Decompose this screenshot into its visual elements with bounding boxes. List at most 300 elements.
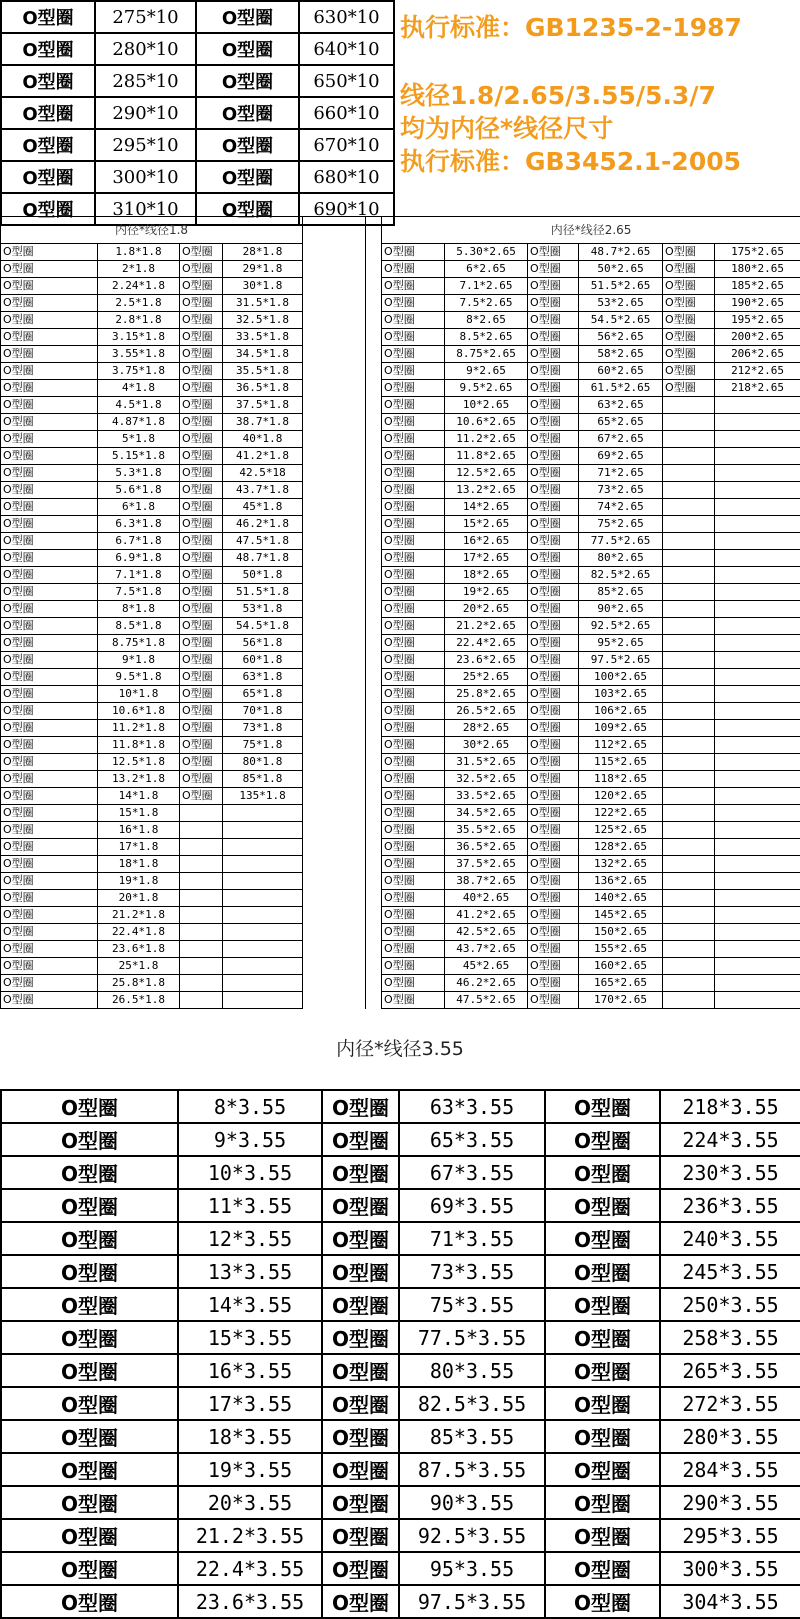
size-cell: 40*1.8 xyxy=(223,431,303,448)
empty-cell xyxy=(663,873,715,890)
type-label: O型圈 xyxy=(663,363,715,380)
standard-note-2005: 执行标准：GB3452.1-2005 xyxy=(400,146,741,178)
size-cell: 310*10 xyxy=(95,193,196,225)
type-label: O型圈 xyxy=(1,1090,178,1123)
table-row xyxy=(1,924,800,941)
empty-cell xyxy=(663,754,715,771)
size-cell: 25*2.65 xyxy=(445,669,528,686)
table-row xyxy=(1,329,800,346)
size-cell: 31.5*1.8 xyxy=(223,295,303,312)
size-cell: 15*3.55 xyxy=(178,1321,322,1354)
empty-cell xyxy=(663,720,715,737)
type-label: O型圈 xyxy=(1,346,98,363)
size-cell: 640*10 xyxy=(299,33,394,65)
mid-spacer xyxy=(303,533,366,550)
type-label: O型圈 xyxy=(528,261,579,278)
size-cell: 60*2.65 xyxy=(579,363,663,380)
mid-spacer xyxy=(366,975,382,992)
mid-spacer xyxy=(303,550,366,567)
size-cell: 155*2.65 xyxy=(579,941,663,958)
mid-spacer xyxy=(303,652,366,669)
type-label: O型圈 xyxy=(382,669,445,686)
size-cell: 11.8*1.8 xyxy=(98,737,180,754)
mid-spacer xyxy=(366,992,382,1009)
type-label: O型圈 xyxy=(382,618,445,635)
size-cell: 258*3.55 xyxy=(660,1321,800,1354)
size-cell: 50*2.65 xyxy=(579,261,663,278)
type-label: O型圈 xyxy=(1,1123,178,1156)
empty-cell xyxy=(223,975,303,992)
type-label: O型圈 xyxy=(545,1321,660,1354)
empty-cell xyxy=(663,669,715,686)
table-row xyxy=(1,1,394,33)
mid-spacer xyxy=(366,873,382,890)
type-label: O型圈 xyxy=(1,567,98,584)
type-label: O型圈 xyxy=(528,839,579,856)
size-cell: 275*10 xyxy=(95,1,196,33)
type-label: O型圈 xyxy=(528,414,579,431)
type-label: O型圈 xyxy=(1,839,98,856)
size-cell: 53*2.65 xyxy=(579,295,663,312)
size-cell: 28*1.8 xyxy=(223,244,303,261)
type-label: O型圈 xyxy=(322,1189,399,1222)
size-cell: 25.8*1.8 xyxy=(98,975,180,992)
table-row xyxy=(1,278,800,295)
empty-cell xyxy=(715,924,800,941)
empty-cell xyxy=(663,584,715,601)
size-cell: 5.3*1.8 xyxy=(98,465,180,482)
type-label: O型圈 xyxy=(382,312,445,329)
type-label: O型圈 xyxy=(528,499,579,516)
type-label: O型圈 xyxy=(1,1,95,33)
type-label: O型圈 xyxy=(528,856,579,873)
type-label: O型圈 xyxy=(1,856,98,873)
size-cell: 14*3.55 xyxy=(178,1288,322,1321)
wire-diameter-note: 线径1.8/2.65/3.55/5.3/7 xyxy=(400,80,716,112)
empty-cell xyxy=(715,788,800,805)
empty-cell xyxy=(715,652,800,669)
type-label: O型圈 xyxy=(545,1453,660,1486)
empty-cell xyxy=(715,941,800,958)
size-cell: 150*2.65 xyxy=(579,924,663,941)
type-label: O型圈 xyxy=(180,703,223,720)
type-label: O型圈 xyxy=(1,363,98,380)
mid-spacer xyxy=(366,703,382,720)
type-label: O型圈 xyxy=(1,129,95,161)
table-row xyxy=(1,992,800,1009)
empty-cell xyxy=(663,601,715,618)
mid-spacer xyxy=(303,618,366,635)
size-cell: 92.5*3.55 xyxy=(399,1519,545,1552)
type-label: O型圈 xyxy=(528,754,579,771)
type-label: O型圈 xyxy=(382,431,445,448)
type-label: O型圈 xyxy=(528,516,579,533)
empty-cell xyxy=(663,567,715,584)
table-row xyxy=(1,720,800,737)
empty-cell xyxy=(663,907,715,924)
type-label: O型圈 xyxy=(663,346,715,363)
size-cell: 3.55*1.8 xyxy=(98,346,180,363)
empty-cell xyxy=(180,924,223,941)
type-label: O型圈 xyxy=(1,873,98,890)
empty-cell xyxy=(663,992,715,1009)
size-cell: 34.5*1.8 xyxy=(223,346,303,363)
size-cell: 14*2.65 xyxy=(445,499,528,516)
size-cell: 26.5*1.8 xyxy=(98,992,180,1009)
type-label: O型圈 xyxy=(528,686,579,703)
type-label: O型圈 xyxy=(382,839,445,856)
mid-spacer xyxy=(303,805,366,822)
table-row xyxy=(1,1354,800,1387)
mid-spacer xyxy=(303,244,366,261)
mid-spacer xyxy=(303,261,366,278)
mid-spacer xyxy=(366,856,382,873)
table-row xyxy=(1,1189,800,1222)
empty-cell xyxy=(663,941,715,958)
size-cell: 9.5*2.65 xyxy=(445,380,528,397)
type-label: O型圈 xyxy=(382,992,445,1009)
type-label: O型圈 xyxy=(1,958,98,975)
mid-spacer xyxy=(303,754,366,771)
empty-cell xyxy=(223,992,303,1009)
size-cell: 95*2.65 xyxy=(579,635,663,652)
size-cell: 30*2.65 xyxy=(445,737,528,754)
size-cell: 9*2.65 xyxy=(445,363,528,380)
type-label: O型圈 xyxy=(382,414,445,431)
size-cell: 284*3.55 xyxy=(660,1453,800,1486)
size-cell: 97.5*2.65 xyxy=(579,652,663,669)
type-label: O型圈 xyxy=(382,499,445,516)
type-label: O型圈 xyxy=(528,635,579,652)
empty-cell xyxy=(715,533,800,550)
empty-cell xyxy=(663,771,715,788)
empty-cell xyxy=(715,550,800,567)
size-cell: 82.5*3.55 xyxy=(399,1387,545,1420)
table-row xyxy=(1,975,800,992)
empty-cell xyxy=(715,567,800,584)
size-cell: 42.5*2.65 xyxy=(445,924,528,941)
size-cell: 80*3.55 xyxy=(399,1354,545,1387)
type-label: O型圈 xyxy=(382,550,445,567)
size-cell: 85*1.8 xyxy=(223,771,303,788)
empty-cell xyxy=(663,397,715,414)
type-label: O型圈 xyxy=(545,1288,660,1321)
size-cell: 165*2.65 xyxy=(579,975,663,992)
table-row xyxy=(1,161,394,193)
empty-cell xyxy=(663,924,715,941)
size-cell: 13*3.55 xyxy=(178,1255,322,1288)
size-cell: 170*2.65 xyxy=(579,992,663,1009)
type-label: O型圈 xyxy=(180,414,223,431)
type-label: O型圈 xyxy=(528,822,579,839)
type-label: O型圈 xyxy=(180,431,223,448)
table-row xyxy=(1,1486,800,1519)
type-label: O型圈 xyxy=(382,703,445,720)
size-cell: 19*1.8 xyxy=(98,873,180,890)
type-label: O型圈 xyxy=(528,652,579,669)
table-row xyxy=(1,584,800,601)
size-cell: 13.2*2.65 xyxy=(445,482,528,499)
size-cell: 46.2*2.65 xyxy=(445,975,528,992)
size-cell: 30*1.8 xyxy=(223,278,303,295)
size-cell: 61.5*2.65 xyxy=(579,380,663,397)
table-row xyxy=(1,1123,800,1156)
mid-spacer xyxy=(303,465,366,482)
mid-spacer xyxy=(366,907,382,924)
type-label: O型圈 xyxy=(545,1354,660,1387)
empty-cell xyxy=(715,482,800,499)
type-label: O型圈 xyxy=(528,788,579,805)
type-label: O型圈 xyxy=(196,161,299,193)
table-row xyxy=(1,533,800,550)
size-cell: 295*3.55 xyxy=(660,1519,800,1552)
type-label: O型圈 xyxy=(382,380,445,397)
size-cell: 77.5*2.65 xyxy=(579,533,663,550)
mid-spacer xyxy=(366,278,382,295)
size-cell: 36.5*2.65 xyxy=(445,839,528,856)
empty-cell xyxy=(715,822,800,839)
mid-spacer xyxy=(366,414,382,431)
size-cell: 9*1.8 xyxy=(98,652,180,669)
empty-cell xyxy=(223,873,303,890)
table-row xyxy=(1,822,800,839)
size-cell: 45*1.8 xyxy=(223,499,303,516)
type-label: O型圈 xyxy=(528,567,579,584)
size-cell: 13.2*1.8 xyxy=(98,771,180,788)
type-label: O型圈 xyxy=(322,1354,399,1387)
type-label: O型圈 xyxy=(1,499,98,516)
empty-cell xyxy=(223,924,303,941)
size-cell: 45*2.65 xyxy=(445,958,528,975)
mid-spacer xyxy=(303,737,366,754)
type-label: O型圈 xyxy=(196,129,299,161)
type-label: O型圈 xyxy=(1,193,95,225)
type-label: O型圈 xyxy=(545,1552,660,1585)
size-cell: 74*2.65 xyxy=(579,499,663,516)
empty-cell xyxy=(663,635,715,652)
mid-spacer xyxy=(366,312,382,329)
type-label: O型圈 xyxy=(1,533,98,550)
empty-cell xyxy=(663,822,715,839)
type-label: O型圈 xyxy=(528,244,579,261)
empty-cell xyxy=(715,958,800,975)
type-label: O型圈 xyxy=(528,465,579,482)
table-row xyxy=(1,686,800,703)
size-cell: 11.2*2.65 xyxy=(445,431,528,448)
table-row xyxy=(1,431,800,448)
size-cell: 236*3.55 xyxy=(660,1189,800,1222)
mid-spacer xyxy=(366,669,382,686)
empty-cell xyxy=(663,618,715,635)
mid-spacer xyxy=(303,312,366,329)
type-label: O型圈 xyxy=(180,261,223,278)
table-row xyxy=(1,1222,800,1255)
mid-spacer xyxy=(303,567,366,584)
size-cell: 43.7*1.8 xyxy=(223,482,303,499)
type-label: O型圈 xyxy=(180,312,223,329)
empty-cell xyxy=(715,873,800,890)
size-cell: 250*3.55 xyxy=(660,1288,800,1321)
size-cell: 38.7*2.65 xyxy=(445,873,528,890)
size-cell: 224*3.55 xyxy=(660,1123,800,1156)
size-cell: 10*2.65 xyxy=(445,397,528,414)
mid-spacer xyxy=(303,431,366,448)
type-label: O型圈 xyxy=(1,1288,178,1321)
mid-spacer xyxy=(303,856,366,873)
table-row xyxy=(1,346,800,363)
table-row xyxy=(1,295,800,312)
empty-cell xyxy=(715,839,800,856)
size-cell: 120*2.65 xyxy=(579,788,663,805)
empty-cell xyxy=(663,652,715,669)
type-label: O型圈 xyxy=(196,65,299,97)
mid-spacer xyxy=(303,975,366,992)
type-label: O型圈 xyxy=(382,346,445,363)
type-label: O型圈 xyxy=(322,1090,399,1123)
size-table-3-55 xyxy=(0,1089,800,1619)
type-label: O型圈 xyxy=(382,822,445,839)
empty-cell xyxy=(715,992,800,1009)
table-row xyxy=(1,618,800,635)
size-cell: 4.87*1.8 xyxy=(98,414,180,431)
type-label: O型圈 xyxy=(382,686,445,703)
section-title-1-8: 内径*线径1.8 xyxy=(1,217,303,244)
size-cell: 37.5*1.8 xyxy=(223,397,303,414)
empty-cell xyxy=(180,890,223,907)
empty-cell xyxy=(663,805,715,822)
type-label: O型圈 xyxy=(180,754,223,771)
type-label: O型圈 xyxy=(382,856,445,873)
empty-cell xyxy=(715,907,800,924)
size-cell: 18*2.65 xyxy=(445,567,528,584)
size-cell: 180*2.65 xyxy=(715,261,800,278)
size-cell: 26.5*2.65 xyxy=(445,703,528,720)
size-cell: 15*2.65 xyxy=(445,516,528,533)
type-label: O型圈 xyxy=(545,1387,660,1420)
size-cell: 18*1.8 xyxy=(98,856,180,873)
size-cell: 7.5*1.8 xyxy=(98,584,180,601)
type-label: O型圈 xyxy=(1,1486,178,1519)
size-format-note: 均为内径*线径尺寸 xyxy=(400,113,613,145)
empty-cell xyxy=(663,516,715,533)
type-label: O型圈 xyxy=(528,992,579,1009)
type-label: O型圈 xyxy=(382,261,445,278)
mid-spacer xyxy=(366,737,382,754)
size-cell: 63*2.65 xyxy=(579,397,663,414)
table-row xyxy=(1,958,800,975)
size-cell: 17*3.55 xyxy=(178,1387,322,1420)
size-cell: 80*2.65 xyxy=(579,550,663,567)
table-row xyxy=(1,1255,800,1288)
type-label: O型圈 xyxy=(382,584,445,601)
type-label: O型圈 xyxy=(382,975,445,992)
mid-spacer xyxy=(303,217,366,244)
table-row xyxy=(1,1552,800,1585)
type-label: O型圈 xyxy=(1,669,98,686)
type-label: O型圈 xyxy=(180,295,223,312)
size-cell: 11.8*2.65 xyxy=(445,448,528,465)
table-row xyxy=(1,1387,800,1420)
size-cell: 25*1.8 xyxy=(98,958,180,975)
type-label: O型圈 xyxy=(180,686,223,703)
table-row xyxy=(1,1321,800,1354)
size-cell: 8*3.55 xyxy=(178,1090,322,1123)
size-cell: 2.8*1.8 xyxy=(98,312,180,329)
empty-cell xyxy=(663,533,715,550)
size-cell: 90*3.55 xyxy=(399,1486,545,1519)
size-cell: 2.24*1.8 xyxy=(98,278,180,295)
type-label: O型圈 xyxy=(180,363,223,380)
type-label: O型圈 xyxy=(196,33,299,65)
type-label: O型圈 xyxy=(382,924,445,941)
size-cell: 15*1.8 xyxy=(98,805,180,822)
section-title-2-65: 内径*线径2.65 xyxy=(382,217,800,244)
type-label: O型圈 xyxy=(382,788,445,805)
type-label: O型圈 xyxy=(382,805,445,822)
mid-spacer xyxy=(303,669,366,686)
size-cell: 58*2.65 xyxy=(579,346,663,363)
type-label: O型圈 xyxy=(1,97,95,129)
type-label: O型圈 xyxy=(382,516,445,533)
empty-cell xyxy=(663,482,715,499)
size-cell: 75*1.8 xyxy=(223,737,303,754)
type-label: O型圈 xyxy=(545,1123,660,1156)
size-cell: 304*3.55 xyxy=(660,1585,800,1618)
type-label: O型圈 xyxy=(180,652,223,669)
type-label: O型圈 xyxy=(528,924,579,941)
size-cell: 12*3.55 xyxy=(178,1222,322,1255)
mid-spacer xyxy=(366,567,382,584)
type-label: O型圈 xyxy=(1,737,98,754)
mid-spacer xyxy=(303,601,366,618)
size-cell: 19*2.65 xyxy=(445,584,528,601)
mid-spacer xyxy=(366,839,382,856)
size-cell: 85*2.65 xyxy=(579,584,663,601)
mid-spacer xyxy=(303,329,366,346)
type-label: O型圈 xyxy=(663,380,715,397)
size-cell: 37.5*2.65 xyxy=(445,856,528,873)
size-cell: 71*3.55 xyxy=(399,1222,545,1255)
type-label: O型圈 xyxy=(196,97,299,129)
mid-spacer xyxy=(366,465,382,482)
type-label: O型圈 xyxy=(180,448,223,465)
size-cell: 56*2.65 xyxy=(579,329,663,346)
mid-spacer xyxy=(303,635,366,652)
type-label: O型圈 xyxy=(1,788,98,805)
size-cell: 285*10 xyxy=(95,65,196,97)
mid-spacer xyxy=(303,941,366,958)
size-cell: 65*2.65 xyxy=(579,414,663,431)
type-label: O型圈 xyxy=(1,380,98,397)
type-label: O型圈 xyxy=(1,975,98,992)
size-cell: 2.5*1.8 xyxy=(98,295,180,312)
type-label: O型圈 xyxy=(180,499,223,516)
size-cell: 5.6*1.8 xyxy=(98,482,180,499)
type-label: O型圈 xyxy=(180,635,223,652)
type-label: O型圈 xyxy=(528,907,579,924)
empty-cell xyxy=(715,975,800,992)
mid-spacer xyxy=(303,295,366,312)
table-row xyxy=(1,1585,800,1618)
empty-cell xyxy=(663,975,715,992)
size-cell: 8.75*2.65 xyxy=(445,346,528,363)
type-label: O型圈 xyxy=(663,244,715,261)
empty-cell xyxy=(180,975,223,992)
type-label: O型圈 xyxy=(180,550,223,567)
mid-spacer xyxy=(303,839,366,856)
type-label: O型圈 xyxy=(1,1222,178,1255)
size-cell: 29*1.8 xyxy=(223,261,303,278)
